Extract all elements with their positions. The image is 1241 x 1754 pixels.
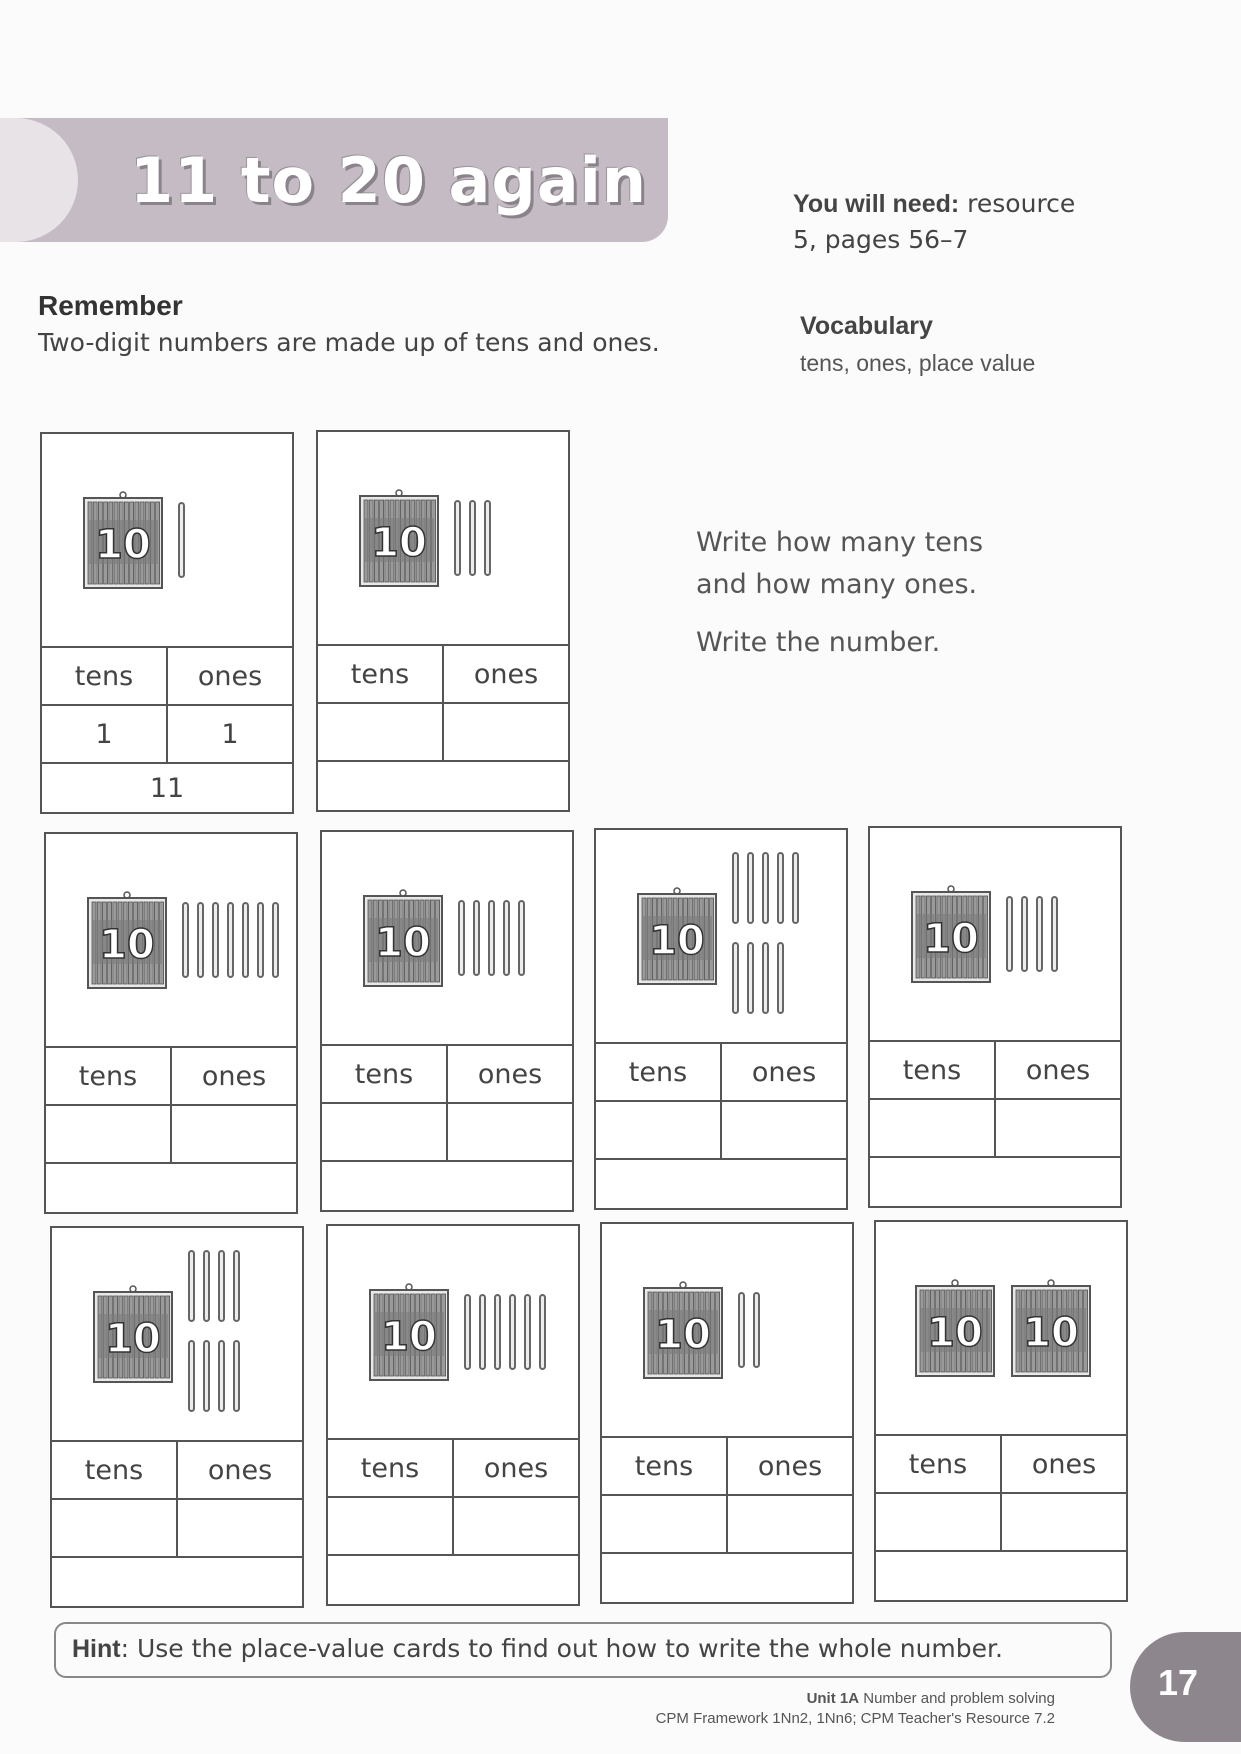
header-row <box>52 1440 302 1498</box>
ten-card-icon <box>362 888 444 988</box>
ten-card-label: 10 <box>1023 1310 1079 1356</box>
vocabulary-heading: Vocabulary <box>800 312 933 340</box>
ones-stick <box>762 852 769 924</box>
remember-text: Two-digit numbers are made up of tens and ones. <box>38 328 660 357</box>
ones-stick <box>182 902 189 978</box>
ones-answer[interactable]: 1 <box>166 706 292 762</box>
ones-answer[interactable] <box>442 704 568 760</box>
ones-stick <box>747 852 754 924</box>
ones-stick <box>1036 896 1043 972</box>
ones-stick <box>518 900 525 976</box>
place-value-card <box>50 1226 304 1608</box>
ones-stick <box>762 942 769 1014</box>
ones-stick <box>212 902 219 978</box>
instruction-line: Write the number. <box>696 627 941 658</box>
tens-header: tens <box>908 1448 968 1480</box>
ones-header: ones <box>452 1440 578 1496</box>
number-row <box>328 1554 578 1604</box>
counting-picture <box>328 1226 578 1438</box>
tens-answer[interactable] <box>52 1500 176 1556</box>
ones-stick <box>469 500 476 576</box>
page-title: 11 to 20 again <box>130 144 647 217</box>
need-text: resource <box>967 189 1076 218</box>
ones-stick <box>777 852 784 924</box>
answer-row <box>876 1492 1126 1550</box>
ones-header: ones <box>176 1442 302 1498</box>
ones-stick <box>747 942 754 1014</box>
number-row <box>46 1162 296 1212</box>
ones-header: ones <box>720 1044 846 1100</box>
tens-answer[interactable] <box>322 1104 446 1160</box>
tens-answer[interactable] <box>318 704 442 760</box>
tens-header: tens <box>628 1056 688 1088</box>
hint-box <box>54 1622 1112 1678</box>
ones-stick <box>524 1294 531 1370</box>
ones-answer[interactable] <box>726 1496 852 1552</box>
ones-header: ones <box>446 1046 572 1102</box>
number-answer[interactable]: 11 <box>149 772 185 804</box>
ones-header: ones <box>994 1042 1120 1098</box>
ones-header: ones <box>1000 1436 1126 1492</box>
tens-header: tens <box>74 660 134 692</box>
ones-answer[interactable] <box>176 1500 302 1556</box>
ones-answer[interactable] <box>170 1106 296 1162</box>
ones-stick <box>732 942 739 1014</box>
remember-heading: Remember <box>38 290 183 321</box>
answer-row <box>602 1494 852 1552</box>
ten-card-icon <box>82 490 164 590</box>
number-answer[interactable] <box>602 1554 852 1602</box>
instructions <box>696 522 983 664</box>
ones-header: ones <box>726 1438 852 1494</box>
ones-stick <box>233 1250 240 1322</box>
ones-stick <box>242 902 249 978</box>
tens-answer[interactable] <box>870 1100 994 1156</box>
ones-stick <box>484 500 491 576</box>
counting-picture <box>42 434 292 646</box>
tens-header: tens <box>84 1454 144 1486</box>
ones-stick <box>753 1292 760 1368</box>
ones-stick <box>488 900 495 976</box>
tens-header: tens <box>634 1450 694 1482</box>
ones-stick <box>203 1250 210 1322</box>
ten-card-icon <box>358 488 440 588</box>
place-value-card <box>316 430 570 812</box>
ones-stick <box>227 902 234 978</box>
place-value-card <box>320 830 574 1212</box>
header-row <box>318 644 568 702</box>
header-row <box>322 1044 572 1102</box>
counting-picture <box>46 834 296 1046</box>
place-value-card <box>594 828 848 1210</box>
ones-stick <box>188 1250 195 1322</box>
footer-unit: Unit 1A <box>806 1690 860 1707</box>
footer-line2: CPM Framework 1Nn2, 1Nn6; CPM Teacher's Resource 7.2 <box>655 1710 1055 1727</box>
number-row <box>870 1156 1120 1206</box>
number-row <box>596 1158 846 1208</box>
header-row <box>46 1046 296 1104</box>
number-row <box>876 1550 1126 1600</box>
counting-picture <box>318 432 568 644</box>
tens-answer[interactable] <box>328 1498 452 1554</box>
answer-row <box>596 1100 846 1158</box>
answer-row <box>322 1102 572 1160</box>
answer-row <box>870 1098 1120 1156</box>
tens-answer[interactable] <box>46 1106 170 1162</box>
ten-card-icon <box>1010 1278 1092 1378</box>
ten-card-icon <box>92 1284 174 1384</box>
tens-header: tens <box>902 1054 962 1086</box>
number-answer[interactable] <box>322 1162 572 1210</box>
instruction-line: and how many ones. <box>696 569 978 600</box>
header-row <box>870 1040 1120 1098</box>
ones-stick <box>218 1250 225 1322</box>
ones-stick <box>509 1294 516 1370</box>
ones-stick <box>454 500 461 576</box>
number-answer[interactable] <box>870 1158 1120 1206</box>
ten-card-label: 10 <box>649 918 705 964</box>
counting-picture <box>870 828 1120 1040</box>
vocabulary-text: tens, ones, place value <box>800 350 1036 376</box>
ten-card-label: 10 <box>655 1312 711 1358</box>
ten-card-label: 10 <box>95 522 151 568</box>
header-row <box>602 1436 852 1494</box>
ten-card-icon <box>914 1278 996 1378</box>
answer-row <box>42 704 292 762</box>
hint-label: Hint <box>72 1635 121 1663</box>
place-value-card <box>40 432 294 814</box>
ones-stick <box>539 1294 546 1370</box>
place-value-card <box>600 1222 854 1604</box>
ten-card-icon <box>636 886 718 986</box>
ones-stick <box>479 1294 486 1370</box>
ten-card-icon <box>368 1282 450 1382</box>
number-row <box>42 762 292 812</box>
counting-picture <box>322 832 572 1044</box>
ones-stick <box>738 1292 745 1368</box>
ten-card-label: 10 <box>99 922 155 968</box>
ten-card-icon <box>910 884 992 984</box>
tens-answer[interactable] <box>596 1102 720 1158</box>
number-answer[interactable] <box>52 1558 302 1606</box>
ones-stick <box>503 900 510 976</box>
ones-stick <box>1051 896 1058 972</box>
ones-answer[interactable] <box>1000 1494 1126 1550</box>
ones-stick <box>272 902 279 978</box>
ones-stick <box>257 902 264 978</box>
ones-header: ones <box>166 648 292 704</box>
tens-answer[interactable] <box>876 1494 1000 1550</box>
ones-header: ones <box>442 646 568 702</box>
ones-answer[interactable] <box>452 1498 578 1554</box>
ones-stick <box>197 902 204 978</box>
footer-unit-text: Number and problem solving <box>859 1690 1055 1707</box>
ones-stick <box>494 1294 501 1370</box>
ones-stick <box>458 900 465 976</box>
ones-stick <box>178 502 185 578</box>
tens-header: tens <box>354 1058 414 1090</box>
number-row <box>322 1160 572 1210</box>
place-value-card <box>44 832 298 1214</box>
place-value-card <box>874 1220 1128 1602</box>
tens-header: tens <box>360 1452 420 1484</box>
tens-answer[interactable] <box>602 1496 726 1552</box>
counting-picture <box>596 830 846 1042</box>
ones-stick <box>473 900 480 976</box>
number-row <box>602 1552 852 1602</box>
number-answer[interactable] <box>596 1160 846 1208</box>
number-answer[interactable] <box>876 1552 1126 1600</box>
ten-card-label: 10 <box>381 1314 437 1360</box>
answer-row <box>328 1496 578 1554</box>
tens-answer[interactable]: 1 <box>95 718 113 750</box>
ones-stick <box>732 852 739 924</box>
answer-row <box>46 1104 296 1162</box>
header-row <box>876 1434 1126 1492</box>
ones-stick <box>1006 896 1013 972</box>
place-value-card <box>326 1224 580 1606</box>
you-will-need <box>793 186 1075 258</box>
place-value-card <box>868 826 1122 1208</box>
ones-stick <box>1021 896 1028 972</box>
ten-card-icon <box>86 890 168 990</box>
number-row <box>52 1556 302 1606</box>
hint-text: : Use the place-value cards to find out how to write the whole number. <box>120 1634 1003 1663</box>
ones-stick <box>188 1340 195 1412</box>
footer <box>560 1689 1055 1729</box>
ten-card-label: 10 <box>105 1316 161 1362</box>
counting-picture <box>602 1224 852 1436</box>
ones-stick <box>203 1340 210 1412</box>
counting-picture <box>876 1222 1126 1434</box>
answer-row <box>52 1498 302 1556</box>
ones-stick <box>792 852 799 924</box>
ten-card-label: 10 <box>371 520 427 566</box>
ten-card-icon <box>642 1280 724 1380</box>
ones-header: ones <box>170 1048 296 1104</box>
need-line2: 5, pages 56–7 <box>793 225 969 254</box>
header-row <box>596 1042 846 1100</box>
ones-stick <box>777 942 784 1014</box>
number-answer[interactable] <box>318 762 568 810</box>
need-label: You will need: <box>793 190 960 218</box>
tens-header: tens <box>350 658 410 690</box>
counting-picture <box>52 1228 302 1440</box>
number-row <box>318 760 568 810</box>
page-number: 17 <box>1130 1632 1241 1742</box>
ones-answer[interactable] <box>720 1102 846 1158</box>
answer-row <box>318 702 568 760</box>
ten-card-label: 10 <box>923 916 979 962</box>
ones-answer[interactable] <box>994 1100 1120 1156</box>
ten-card-label: 10 <box>375 920 431 966</box>
number-answer[interactable] <box>46 1164 296 1212</box>
ones-stick <box>233 1340 240 1412</box>
instruction-line: Write how many tens <box>696 527 984 558</box>
ones-stick <box>218 1340 225 1412</box>
ones-answer[interactable] <box>446 1104 572 1160</box>
ten-card-label: 10 <box>927 1310 983 1356</box>
ones-stick <box>464 1294 471 1370</box>
header-row <box>42 646 292 704</box>
number-answer[interactable] <box>328 1556 578 1604</box>
tens-header: tens <box>78 1060 138 1092</box>
header-row <box>328 1438 578 1496</box>
